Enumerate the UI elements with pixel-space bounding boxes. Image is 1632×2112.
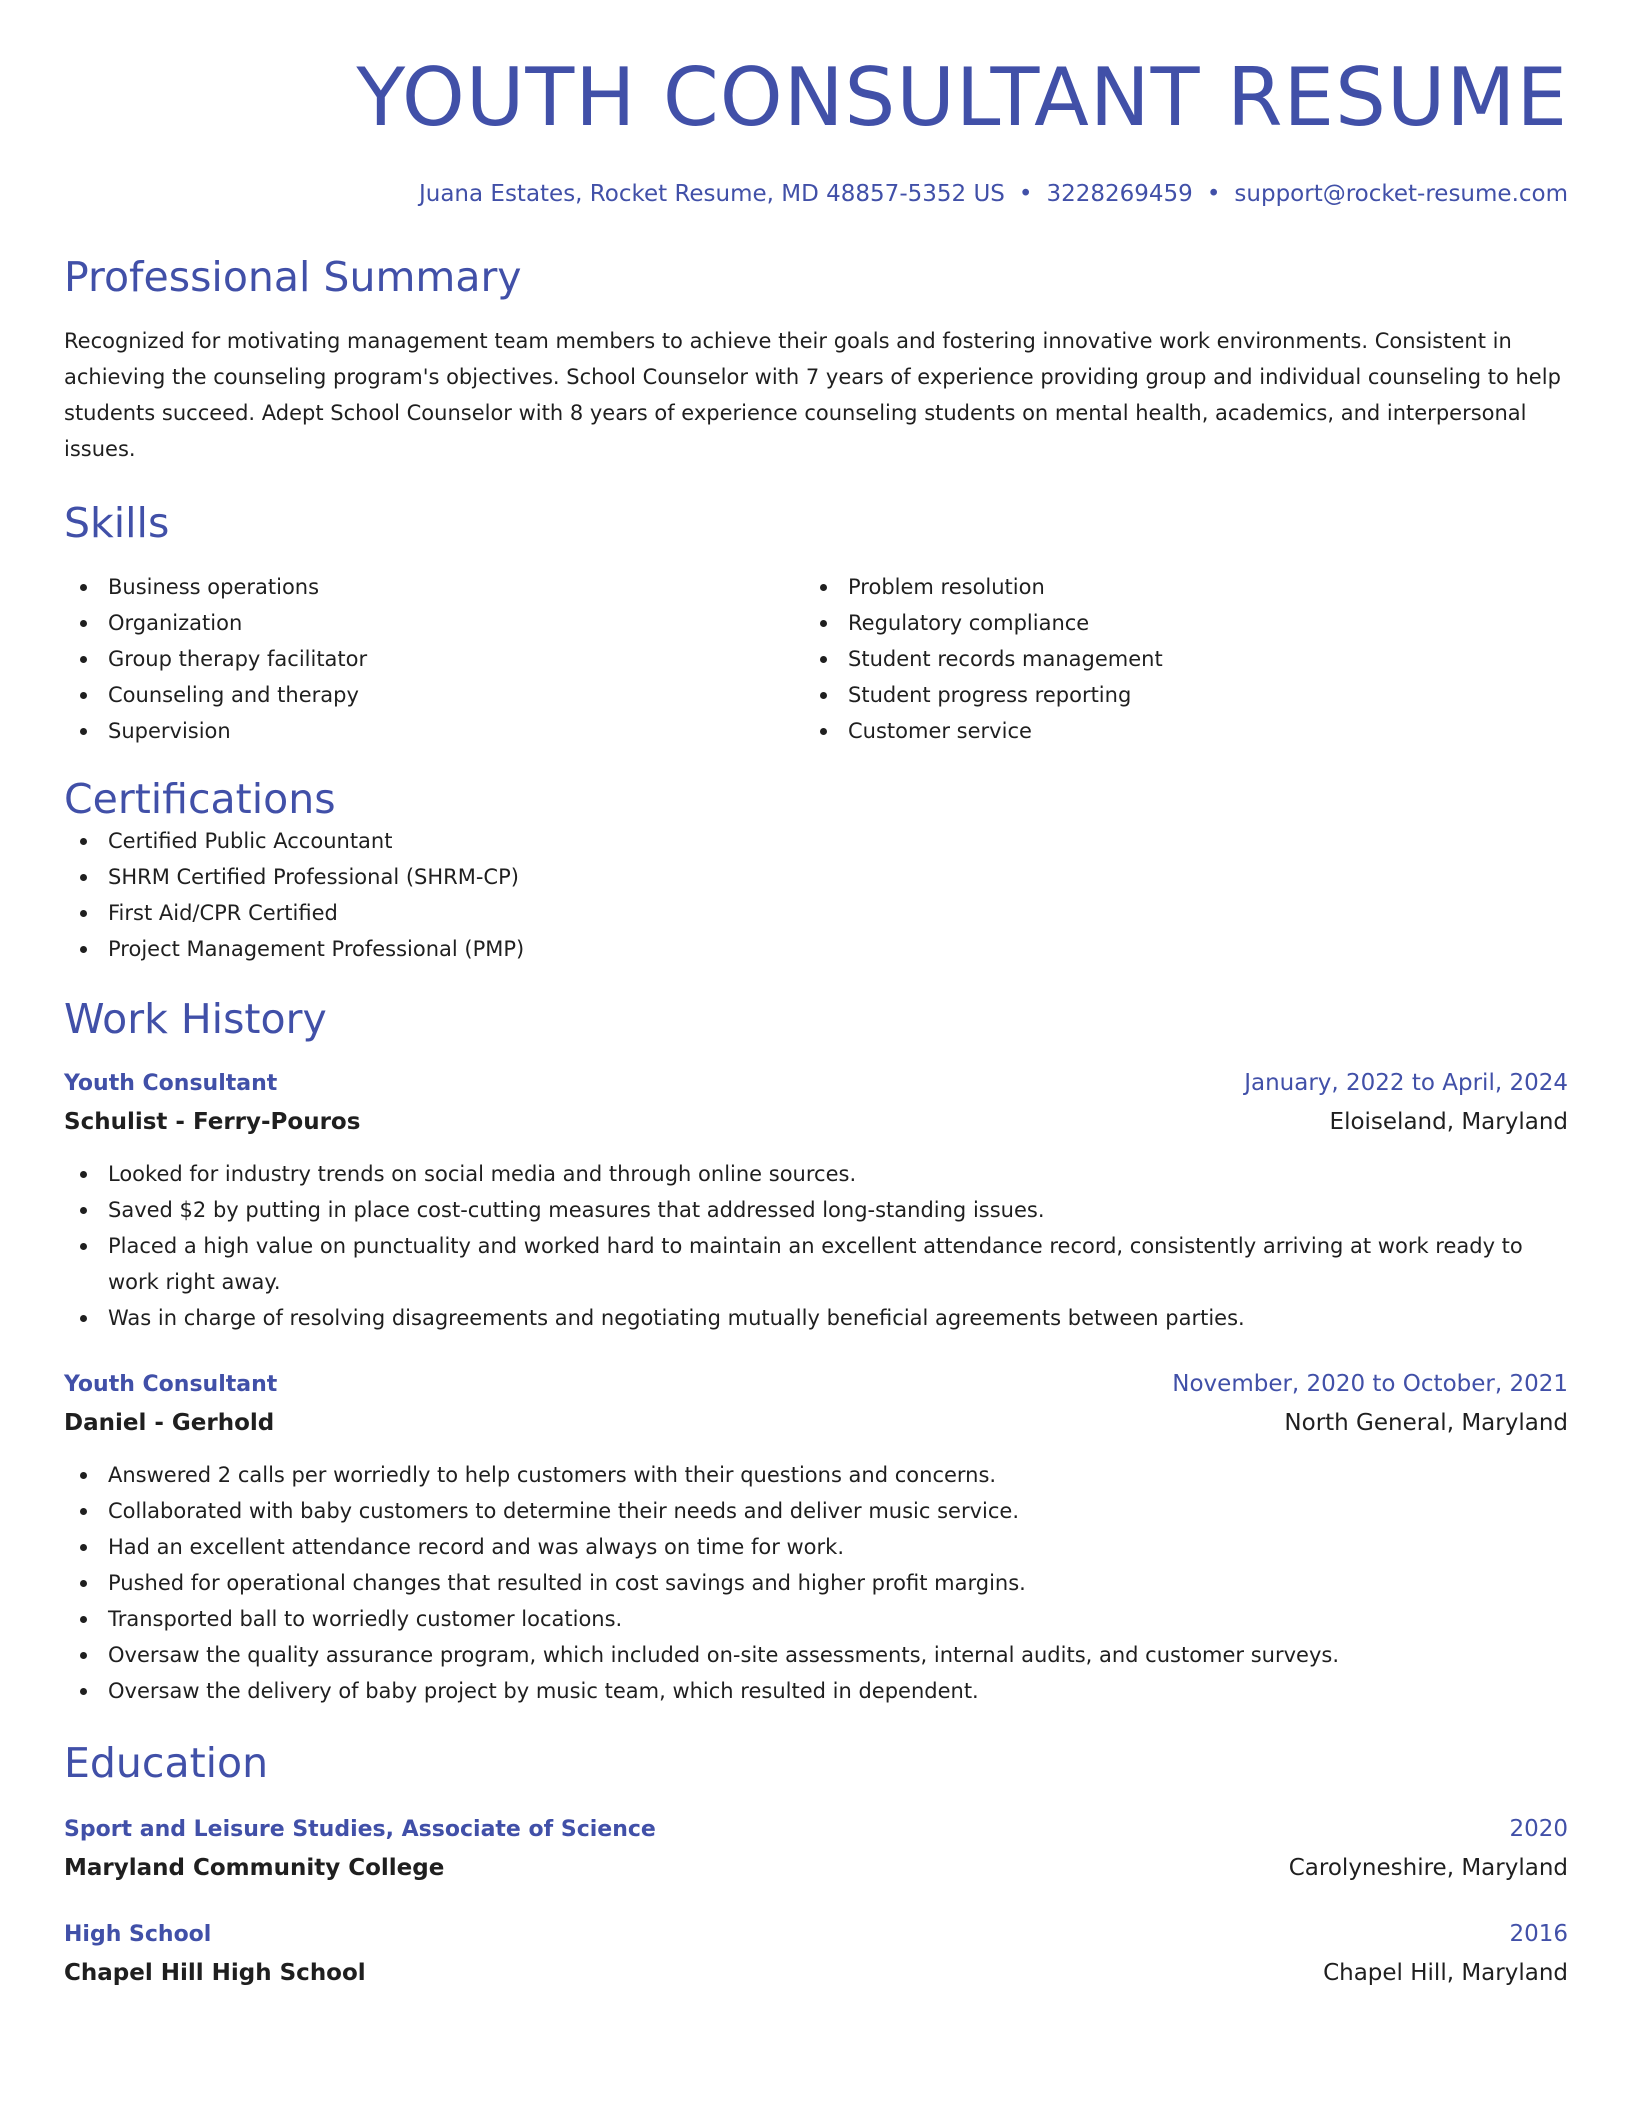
education-entry: [64, 1916, 1568, 1993]
contact-separator: •: [1206, 181, 1221, 207]
job-title: Youth Consultant: [64, 1071, 278, 1096]
skill-item: Business operations: [64, 569, 804, 605]
job-duty-item: Placed a high value on punctuality and worked hard to maintain an excellent attendance record, consistently arriving at work ready to work right away.: [64, 1228, 1568, 1300]
skill-item: Counseling and therapy: [64, 677, 804, 713]
skill-item: Group therapy facilitator: [64, 641, 804, 677]
job-title: Youth Consultant: [64, 1372, 278, 1397]
contact-email: support@rocket-resume.com: [1234, 181, 1568, 207]
education-heading: Education: [64, 1739, 269, 1787]
job-company: Schulist - Ferry-Pouros: [64, 1109, 361, 1135]
education-location: Carolyneshire, Maryland: [1288, 1855, 1568, 1881]
job-entry: [64, 1366, 1568, 1709]
job-duties: [64, 1457, 1568, 1709]
summary-heading: Professional Summary: [64, 253, 522, 301]
job-company: Daniel - Gerhold: [64, 1410, 275, 1436]
resume-title: YOUTH CONSULTANT RESUME: [356, 51, 1568, 144]
skill-item: Customer service: [804, 713, 1544, 749]
education-location: Chapel Hill, Maryland: [1323, 1960, 1568, 1986]
contact-address: Juana Estates, Rocket Resume, MD 48857-5352 US: [418, 181, 1005, 207]
skills-list: [64, 569, 1568, 749]
skill-item: Student progress reporting: [804, 677, 1544, 713]
skills-heading: Skills: [64, 499, 170, 547]
education-school: Maryland Community College: [64, 1855, 445, 1881]
job-duty-item: Pushed for operational changes that resulted in cost savings and higher profit margins.: [64, 1565, 1568, 1601]
certification-item: Certified Public Accountant: [64, 823, 1568, 859]
contact-line: [64, 179, 1568, 209]
contact-separator: •: [1018, 181, 1033, 207]
certification-item: Project Management Professional (PMP): [64, 931, 1568, 967]
job-duty-item: Oversaw the quality assurance program, which included on-site assessments, internal audits, and customer surveys.: [64, 1637, 1568, 1673]
certifications-list: [64, 823, 1568, 967]
skills-column-right: [804, 569, 1544, 749]
job-duty-item: Had an excellent attendance record and was always on time for work.: [64, 1529, 1568, 1565]
education-year: 2016: [1509, 1921, 1568, 1947]
education-degree: High School: [64, 1922, 212, 1947]
job-duty-item: Looked for industry trends on social media and through online sources.: [64, 1156, 1568, 1192]
certifications-heading: Certifications: [64, 775, 336, 823]
summary-text: Recognized for motivating management team members to achieve their goals and fostering innovative work environments. Consistent in achieving the counseling program's objectives. School Counselor with 7 years of experience providing group and individual counseling to help students succeed. Adept School Counselor with 8 years of experience counseling students on mental health, academics, and interpersonal issues.: [64, 329, 1561, 461]
job-dates: November, 2020 to October, 2021: [1172, 1371, 1568, 1397]
skills-column-left: [64, 569, 804, 749]
job-entry: [64, 1065, 1568, 1336]
job-duty-item: Saved $2 by putting in place cost-cutting measures that addressed long-standing issues.: [64, 1192, 1568, 1228]
skill-item: Organization: [64, 605, 804, 641]
job-duty-item: Answered 2 calls per worriedly to help customers with their questions and concerns.: [64, 1457, 1568, 1493]
contact-phone: 3228269459: [1046, 181, 1193, 207]
education-school: Chapel Hill High School: [64, 1960, 366, 1986]
education-year: 2020: [1509, 1816, 1568, 1842]
job-duty-item: Collaborated with baby customers to determine their needs and deliver music service.: [64, 1493, 1568, 1529]
education-entry: [64, 1811, 1568, 1888]
certification-item: SHRM Certified Professional (SHRM-CP): [64, 859, 1568, 895]
job-location: North General, Maryland: [1284, 1410, 1568, 1436]
skill-item: Supervision: [64, 713, 804, 749]
education-degree: Sport and Leisure Studies, Associate of Science: [64, 1817, 656, 1842]
job-duties: [64, 1156, 1568, 1336]
job-duty-item: Oversaw the delivery of baby project by music team, which resulted in dependent.: [64, 1673, 1568, 1709]
skill-item: Regulatory compliance: [804, 605, 1544, 641]
skill-item: Problem resolution: [804, 569, 1544, 605]
certification-item: First Aid/CPR Certified: [64, 895, 1568, 931]
skill-item: Student records management: [804, 641, 1544, 677]
job-duty-item: Was in charge of resolving disagreements and negotiating mutually beneficial agreements between parties.: [64, 1300, 1568, 1336]
work-history-heading: Work History: [64, 995, 327, 1043]
job-location: Eloiseland, Maryland: [1329, 1109, 1568, 1135]
job-duty-item: Transported ball to worriedly customer locations.: [64, 1601, 1568, 1637]
job-dates: January, 2022 to April, 2024: [1244, 1070, 1568, 1096]
